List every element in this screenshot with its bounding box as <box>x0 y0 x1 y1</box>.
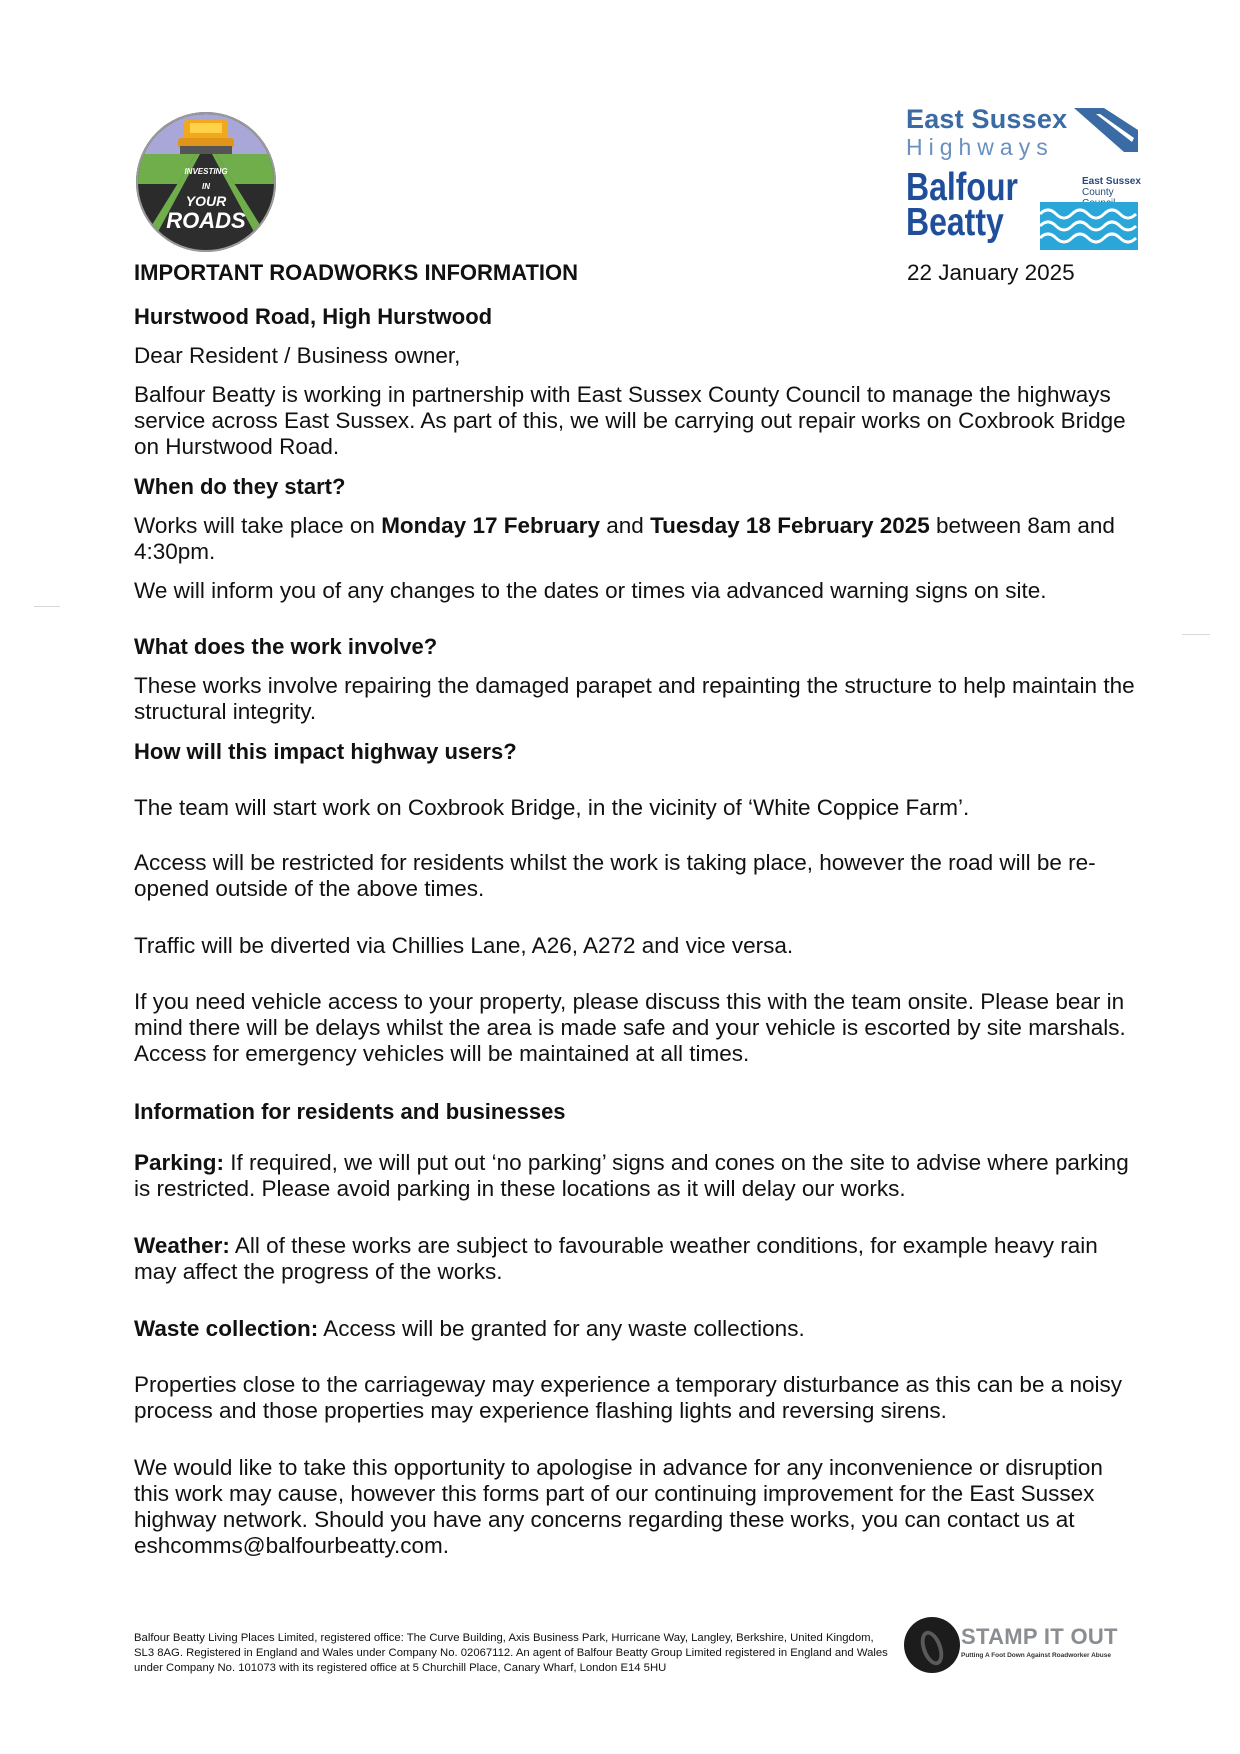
margin-tick-right <box>1182 634 1210 635</box>
highway-road-icon <box>1074 108 1138 152</box>
intro-paragraph: Balfour Beatty is working in partnership with East Sussex County Council to manage the highways service across East Sussex. As part of this, we will be carrying out repair works on Coxbrook Bridge on Hurstwood Road. <box>134 382 1126 459</box>
when-text-c: and <box>600 513 651 538</box>
when-heading: When do they start? <box>134 474 346 499</box>
changes-paragraph: We will inform you of any changes to the dates or times via advanced warning signs on site. <box>134 578 1047 603</box>
waste-text: Access will be granted for any waste collections. <box>318 1316 805 1341</box>
stamp-it-out-title: STAMP IT OUT <box>961 1624 1118 1649</box>
waste-label: Waste collection: <box>134 1316 319 1341</box>
document-title: IMPORTANT ROADWORKS INFORMATION <box>134 260 579 285</box>
parking-paragraph <box>134 1150 1144 1202</box>
weather-text: All of these works are subject to favourable weather conditions, for example heavy rain may affect the progress of the works. <box>134 1233 1098 1284</box>
roads-badge-text: INVESTING IN YOUR ROADS <box>166 167 246 233</box>
when-text-a: Works will take place on <box>134 513 382 538</box>
letter-date: 22 January 2025 <box>907 260 1075 285</box>
footer-legal: Balfour Beatty Living Places Limited, registered office: The Curve Building, Axis Business Park, Hurricane Way, Langley, Berkshire, United Kingdom, SL3 8AG. Registered in England and Wales under Company No. 02067112. An agent of Balfour Beatty Group Limited registered in England and Wales under Company No. 101073 with its registered office at 5 Churchill Place, Canary Wharf, London E14 5HU <box>134 1632 888 1674</box>
impact-paragraph-3: Traffic will be diverted via Chillies Lane, A26, A272 and vice versa. <box>134 933 794 958</box>
location-heading: Hurstwood Road, High Hurstwood <box>134 304 493 329</box>
involve-heading: What does the work involve? <box>134 634 438 659</box>
impact-heading: How will this impact highway users? <box>134 739 517 764</box>
info-heading: Information for residents and businesses <box>134 1099 566 1124</box>
parking-label: Parking: <box>134 1150 225 1175</box>
balfour-beatty-line2: Beatty <box>906 201 1004 244</box>
when-date-tuesday: Tuesday 18 February 2025 <box>650 513 930 538</box>
ess-highways-subtitle: Highways <box>906 134 1054 160</box>
impact-paragraph-4: If you need vehicle access to your property, please discuss this with the team onsite. Please bear in mind there will be delays whilst the area is made safe and your vehicle is escorted by site marshals. Access for emergency vehicles will be maintained at all times. <box>134 989 1126 1066</box>
when-paragraph <box>134 513 1144 565</box>
involve-paragraph: These works involve repairing the damaged parapet and repainting the structure to help maintain the structural integrity. <box>134 673 1135 724</box>
parking-text: If required, we will put out ‘no parking’ signs and cones on the site to advise where parking is restricted. Please avoid parking in these locations as it will delay our works. <box>134 1150 1129 1201</box>
weather-paragraph <box>134 1233 1144 1285</box>
partner-logos <box>906 104 1146 254</box>
when-date-monday: Monday 17 February <box>381 513 601 538</box>
investing-in-your-roads-logo <box>134 110 278 254</box>
impact-paragraph-2: Access will be restricted for residents whilst the work is taking place, however the road will be re-opened outside of the above times. <box>134 850 1096 901</box>
properties-paragraph: Properties close to the carriageway may experience a temporary disturbance as this can be a noisy process and those properties may experience flashing lights and reversing sirens. <box>134 1372 1123 1423</box>
waste-paragraph <box>134 1316 1144 1342</box>
impact-paragraph-1: The team will start work on Coxbrook Bridge, in the vicinity of ‘White Coppice Farm’. <box>134 795 970 820</box>
apologise-paragraph: We would like to take this opportunity to apologise in advance for any inconvenience or disruption this work may cause, however this forms part of our continuing improvement for the East Sussex highway network. Should you have any concerns regarding these works, you can contact us at eshcomms@balfourbeatty.com. <box>134 1455 1103 1558</box>
ess-highways-title: East Sussex <box>906 104 1068 134</box>
escc-waves-icon <box>1040 202 1138 250</box>
escc-line2: County <box>1082 187 1114 198</box>
footprint-icon <box>903 1616 961 1674</box>
greeting: Dear Resident / Business owner, <box>134 343 461 368</box>
escc-line1: East Sussex <box>1082 176 1141 187</box>
balfour-beatty-line1: Balfour <box>906 166 1018 209</box>
weather-label: Weather: <box>134 1233 230 1258</box>
stamp-it-out-subtitle: Putting A Foot Down Against Roadworker Abuse <box>961 1652 1111 1659</box>
when-text-e: between 8am and 4:30pm. <box>134 513 1115 564</box>
margin-tick-left <box>34 606 60 607</box>
stamp-it-out-logo <box>903 1614 1133 1680</box>
